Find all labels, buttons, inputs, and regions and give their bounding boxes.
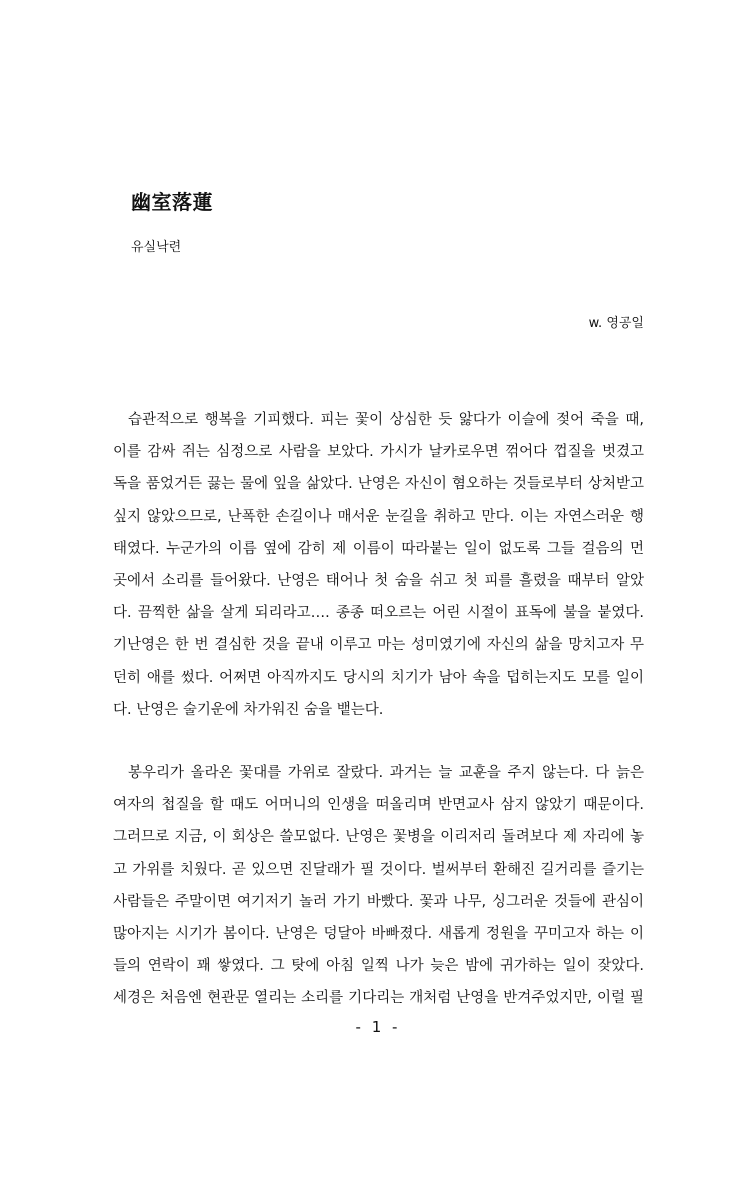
document-subtitle: 유실낙련 <box>131 240 182 255</box>
document-title: 幽室落蓮 <box>131 190 213 214</box>
paragraph-line: 태였다. 누군가의 이름 옆에 감히 제 이름이 따라붙는 일이 없도록 그들 걸음의 먼 <box>113 540 644 557</box>
paragraph-line: 기난영은 한 번 결심한 것을 끝내 이루고 마는 성미였기에 자신의 삶을 망치고자 무 <box>113 637 644 654</box>
paragraph-line: 싶지 않았으므로, 난폭한 손길이나 매서운 눈길을 취하고 만다. 이는 자연스러운 행 <box>113 508 644 525</box>
paragraph-2 <box>113 757 644 1015</box>
paragraph-line: 습관적으로 행복을 기피했다. 피는 꽃이 상심한 듯 앓다가 이슬에 젖어 죽을 때, <box>128 412 644 428</box>
paragraph-line: 들의 연락이 꽤 쌓였다. 그 탓에 아침 일찍 나가 늦은 밤에 귀가하는 일이 잦았다. <box>113 958 644 975</box>
paragraph-line: 고 가위를 치웠다. 곧 있으면 진달래가 필 것이다. 벌써부터 환해진 길거리를 즐기는 <box>113 861 644 878</box>
paragraph-line: 이를 감싸 쥐는 심정으로 사람을 보았다. 가시가 날카로우면 꺾어다 껍질을 벗겼고 <box>113 444 644 461</box>
paragraph-line: 많아지는 시기가 봄이다. 난영은 덩달아 바빠졌다. 새롭게 정원을 꾸미고자 하는 이 <box>113 925 644 942</box>
author-credit: w. 영공일 <box>588 316 644 331</box>
paragraph-line: 다. 끔찍한 삶을 살게 되리라고…. 종종 떠오르는 어린 시절이 표독에 불을 붙였다. <box>113 605 644 622</box>
paragraph-line: 여자의 첩질을 할 때도 어머니의 인생을 떠올리며 반면교사 삼지 않았기 때문이다. <box>113 797 644 814</box>
paragraph-line: 그러므로 지금, 이 회상은 쓸모없다. 난영은 꽃병을 이리저리 돌려보다 제 자리에 놓 <box>113 829 644 846</box>
paragraph-line: 곳에서 소리를 들어왔다. 난영은 태어나 첫 숨을 쉬고 첫 피를 흘렸을 때부터 알았 <box>113 572 644 589</box>
paragraph-line: 독을 품었거든 끓는 물에 잎을 삶았다. 난영은 자신이 혐오하는 것들로부터 상처받고 <box>113 476 644 493</box>
page-number: - 1 - <box>355 1018 401 1036</box>
paragraph-line: 사람들은 주말이면 여기저기 놀러 가기 바빴다. 꽃과 나무, 싱그러운 것들에 관심이 <box>113 893 644 910</box>
paragraph-line: 던히 애를 썼다. 어쩌면 아직까지도 당시의 치기가 남아 속을 덥히는지도 모를 일이 <box>113 669 644 686</box>
paragraph-1 <box>113 404 644 726</box>
paragraph-line: 봉우리가 올라온 꽃대를 가위로 잘랐다. 과거는 늘 교훈을 주지 않는다. 다 늙은 <box>128 765 644 781</box>
paragraph-line: 세경은 처음엔 현관문 열리는 소리를 기다리는 개처럼 난영을 반겨주었지만, 이럴 필 <box>113 990 644 1007</box>
paragraph-line: 다. 난영은 술기운에 차가워진 숨을 뱉는다. <box>113 701 384 718</box>
